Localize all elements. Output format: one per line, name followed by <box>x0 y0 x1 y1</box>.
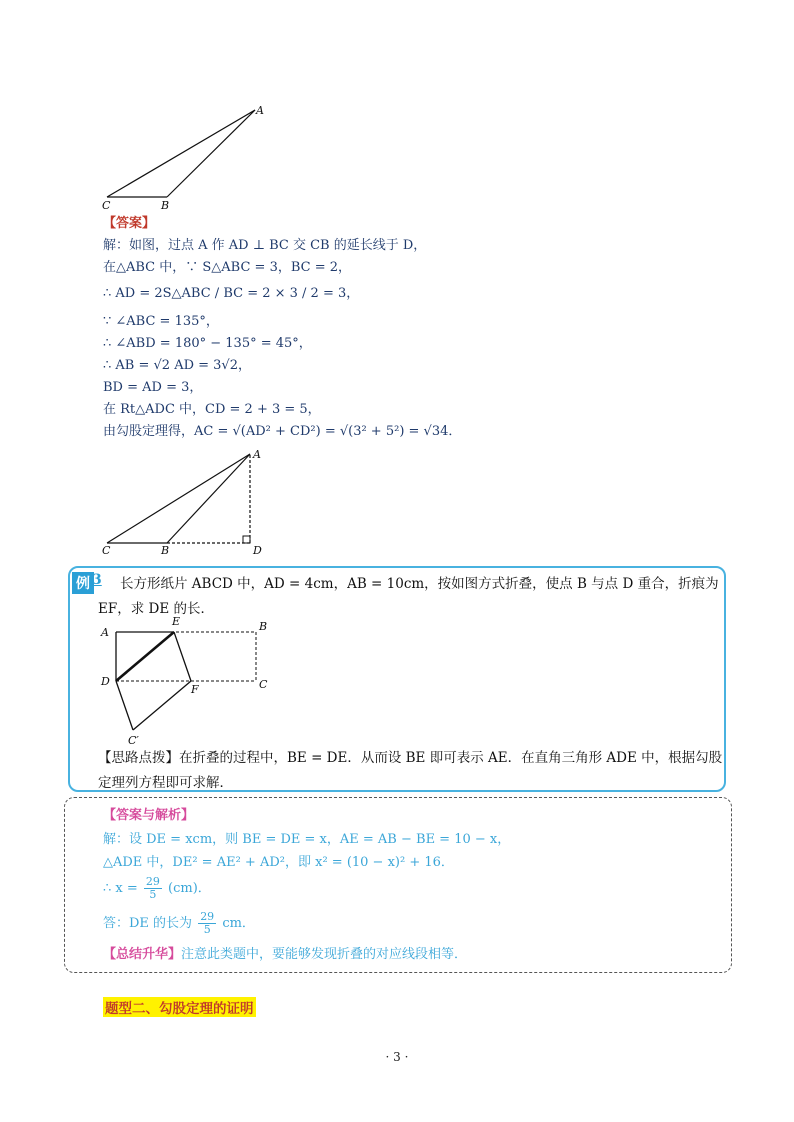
answer-line-9: 由勾股定理得，AC = √(AD² + CD²) = √(3² + 5²) = √34． <box>103 424 462 439</box>
label-b: B <box>259 620 268 633</box>
label-d: D <box>101 675 110 688</box>
example-problem: 长方形纸片 ABCD 中，AD = 4cm，AB = 10cm，按如图方式折叠，使点 B 与点 D 重合，折痕为 EF，求 DE 的长． <box>98 576 719 617</box>
label-f: F <box>191 683 199 696</box>
answer-line-8: 在 Rt△ADC 中，CD = 2 + 3 = 5， <box>103 402 321 417</box>
label-a: A <box>256 104 264 117</box>
answer-line-3: ∴ AD = 2S△ABC / BC = 2 × 3 / 2 = 3， <box>103 286 360 301</box>
label-c-prime: C′ <box>128 734 139 747</box>
example-number: 3 <box>92 572 102 588</box>
solution-line-3: ∴ x = $\frac{29}{5}$ (cm)． <box>103 875 211 901</box>
label-e: E <box>172 615 181 628</box>
label-c: C <box>102 199 111 212</box>
label-c: C <box>102 544 111 556</box>
example-hint: 【思路点拨】在折叠的过程中，BE = DE．从而设 BE 即可表示 AE．在直角三角形 ADE 中，根据勾股定理列方程即可求解． <box>98 750 723 791</box>
solution-summary: 【总结升华】注意此类题中，要能够发现折叠的对应线段相等． <box>103 947 468 962</box>
label-a: A <box>101 626 109 639</box>
answer-line-1: 解：如图，过点 A 作 AD ⊥ BC 交 CB 的延长线于 D， <box>103 238 427 253</box>
answer-line-2: 在△ABC 中，∵ S△ABC = 3，BC = 2， <box>103 260 352 275</box>
answer-line-5: ∴ ∠ABD = 180° − 135° = 45°， <box>103 336 312 351</box>
answer-line-7: BD = AD = 3， <box>103 380 203 395</box>
solution-line-2: △ADE 中，DE² = AE² + AD²，即 x² = (10 − x)² + 16． <box>103 855 454 870</box>
page-number: · 3 · <box>385 1050 409 1064</box>
figure-triangle-abc <box>95 100 275 212</box>
section-title: 题型二、勾股定理的证明 <box>103 997 256 1017</box>
label-c: C <box>259 678 268 691</box>
solution-line-1: 解：设 DE = xcm，则 BE = DE = x，AE = AB − BE = 10 − x， <box>103 832 511 847</box>
figure-triangle-adc <box>95 444 285 556</box>
label-a: A <box>253 448 261 461</box>
answer-line-4: ∵ ∠ABC = 135°， <box>103 314 219 329</box>
solution-tag: 【答案与解析】 <box>103 808 195 823</box>
example-tag: 例 <box>72 572 94 594</box>
label-b: B <box>161 199 170 212</box>
label-b: B <box>161 544 170 556</box>
label-d: D <box>253 544 262 556</box>
figure-folded-rectangle <box>96 614 276 748</box>
answer-tag: 【答案】 <box>103 216 156 231</box>
solution-line-4: 答：DE 的长为 $\frac{29}{5}$ cm． <box>103 910 255 936</box>
answer-line-6: ∴ AB = √2 AD = 3√2， <box>103 358 251 373</box>
